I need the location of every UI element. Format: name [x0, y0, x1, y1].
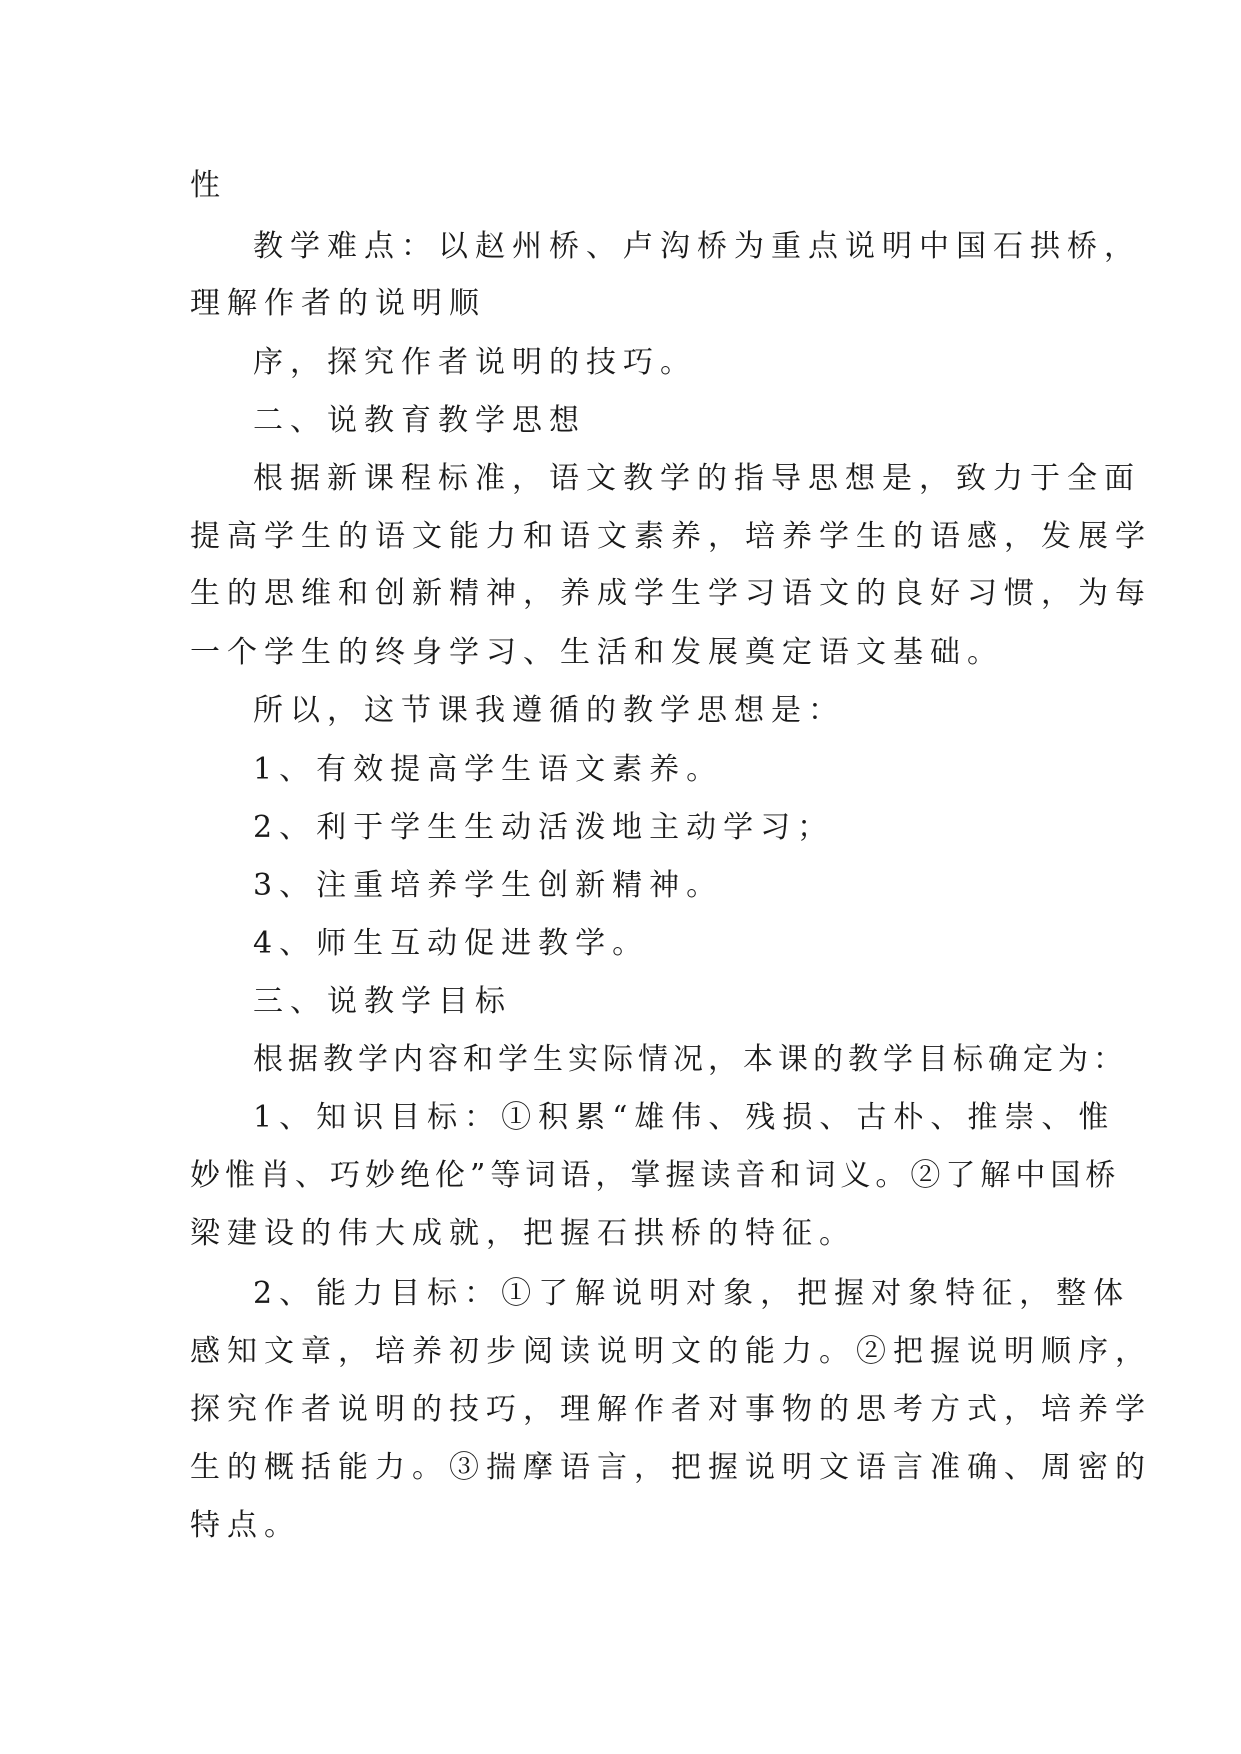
text-line: 妙惟肖、巧妙绝伦”等词语，掌握读音和词义。②了解中国桥 — [190, 1158, 1121, 1193]
text-line: 提高学生的语文能力和语文素养，培养学生的语感，发展学 — [190, 519, 1152, 554]
text-line: 特点。 — [190, 1508, 301, 1543]
list-item: 4、师生互动促进教学。 — [253, 926, 650, 961]
text-line: 2、能力目标：①了解说明对象，把握对象特征，整体 — [253, 1276, 1131, 1311]
text-line: 生的思维和创新精神，养成学生学习语文的良好习惯，为每 — [190, 576, 1152, 611]
section-heading: 三、说教学目标 — [253, 984, 512, 1019]
list-item: 3、注重培养学生创新精神。 — [253, 868, 724, 903]
text-line: 根据新课程标准，语文教学的指导思想是，致力于全面 — [253, 461, 1141, 496]
text-line: 序，探究作者说明的技巧。 — [253, 345, 697, 380]
text-line: 生的概括能力。③揣摩语言，把握说明文语言准确、周密的 — [190, 1450, 1152, 1485]
text-line: 探究作者说明的技巧，理解作者对事物的思考方式，培养学 — [190, 1392, 1152, 1427]
text-line: 一个学生的终身学习、生活和发展奠定语文基础。 — [190, 635, 1004, 670]
text-line: 所以，这节课我遵循的教学思想是： — [253, 693, 845, 728]
list-item: 1、有效提高学生语文素养。 — [253, 752, 724, 787]
text-line: 感知文章，培养初步阅读说明文的能力。②把握说明顺序， — [190, 1334, 1152, 1369]
text-line: 根据教学内容和学生实际情况，本课的教学目标确定为： — [253, 1042, 1128, 1077]
list-item: 2、利于学生生动活泼地主动学习； — [253, 810, 835, 845]
section-heading: 二、说教育教学思想 — [253, 403, 586, 438]
text-line: 教学难点：以赵州桥、卢沟桥为重点说明中国石拱桥， — [253, 229, 1141, 264]
text-line: 理解作者的说明顺 — [190, 286, 486, 321]
text-line: 梁建设的伟大成就，把握石拱桥的特征。 — [190, 1216, 856, 1251]
text-line: 性 — [190, 168, 220, 203]
text-line: 1、知识目标：①积累“雄伟、残损、古朴、推崇、惟 — [253, 1100, 1116, 1135]
